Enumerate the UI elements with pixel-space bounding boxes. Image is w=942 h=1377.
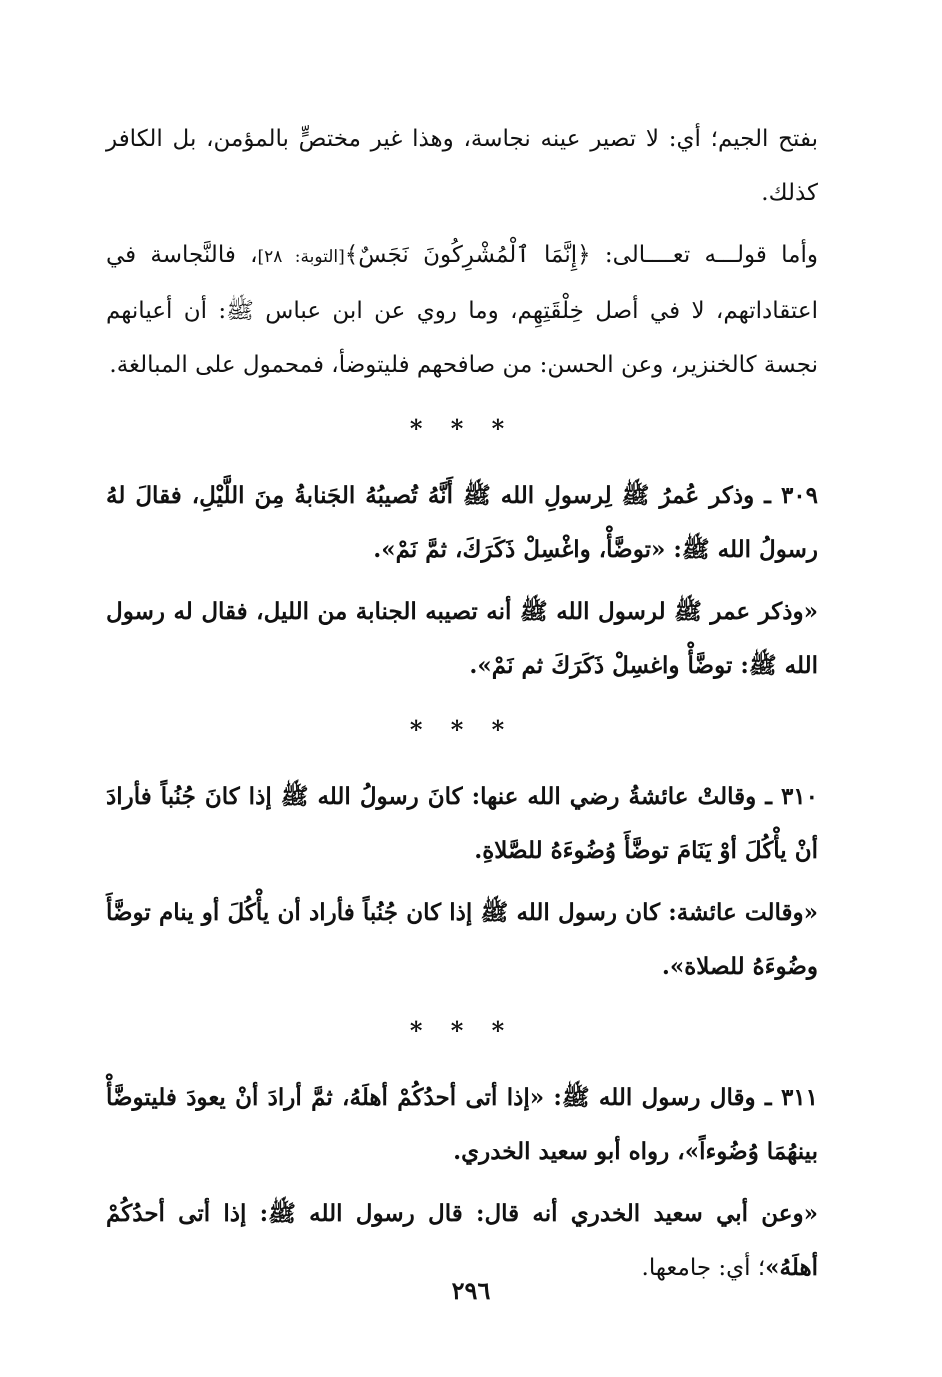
section-separator: * * *	[409, 1016, 515, 1045]
section-separator: * * *	[409, 715, 515, 744]
paragraph-2-body: ، فالنَّجاسة في اعتقاداتهم، لا في أصل خِلْقَتِهِم، وما روي عن ابن عباس ﷺ: أن أعيانهم نجسة كالخنزير، وعن الحسن: من صافحهم فليتوضأ، فمحمول على المبالغة.	[106, 242, 818, 378]
hadith-311-commentary-quote: «وعن أبي سعيد الخدري أنه قال: قال رسول الله ﷺ: إذا أتى أحدُكُمْ أهلَهُ»	[106, 1200, 818, 1281]
section-separator: * * *	[409, 414, 515, 443]
verse-reference: [التوبة: ٢٨]	[257, 247, 345, 267]
quran-verse: ﴿إِنَّمَا ٱلْمُشْرِكُونَ نَجَسٌ﴾	[344, 242, 591, 268]
hadith-309: ٣٠٩ ـ وذكر عُمرُ ﷺ لِرسولِ الله ﷺ أَنَّهُ تُصيبُهُ الجَنابةُ مِنَ اللَّيْلِ، فقالَ لهُ رسولُ الله ﷺ: «توضَّأْ، واغْسِلْ ذَكَرَكَ، ثمَّ نَمْ».	[106, 482, 818, 563]
hadith-311-commentary-gloss: ؛ أي: جامعها.	[641, 1255, 766, 1281]
hadith-310: ٣١٠ ـ وقالتْ عائشةُ رضي الله عنها: كانَ رسولُ الله ﷺ إذا كانَ جُنُباً فأرادَ أنْ يأْكُلَ أوْ يَنَامَ توضَّأَ وُضُوءَهُ للصَّلاةِ.	[106, 783, 818, 864]
hadith-311: ٣١١ ـ وقال رسول الله ﷺ: «إذا أتى أحدُكُمْ أهلَهُ، ثمَّ أرادَ أنْ يعودَ فليتوضَّأْ بينهُمَا وُضُوءاً»، رواه أبو سعيد الخدري.	[106, 1084, 818, 1165]
hadith-310-commentary: «وقالت عائشة: كان رسول الله ﷺ إذا كان جُنُباً فأراد أن يأْكُلَ أو ينام توضَّأَ وضُوءَهُ للصلاة».	[106, 899, 818, 980]
paragraph-1: بفتح الجيم؛ أي: لا تصير عينه نجاسة، وهذا غير مختصٍّ بالمؤمن، بل الكافر كذلك.	[106, 126, 818, 206]
paragraph-2	[106, 228, 818, 392]
paragraph-2-intro: وأما قولـــه تعــــالى:	[590, 242, 818, 268]
page-number: ٢٩٦	[451, 1276, 491, 1305]
hadith-309-commentary: «وذكر عمر ﷺ لرسول الله ﷺ أنه تصيبه الجنابة من الليل، فقال له رسول الله ﷺ: توضَّأْ واغسِلْ ذَكَرَكَ ثم نَمْ».	[106, 598, 818, 679]
